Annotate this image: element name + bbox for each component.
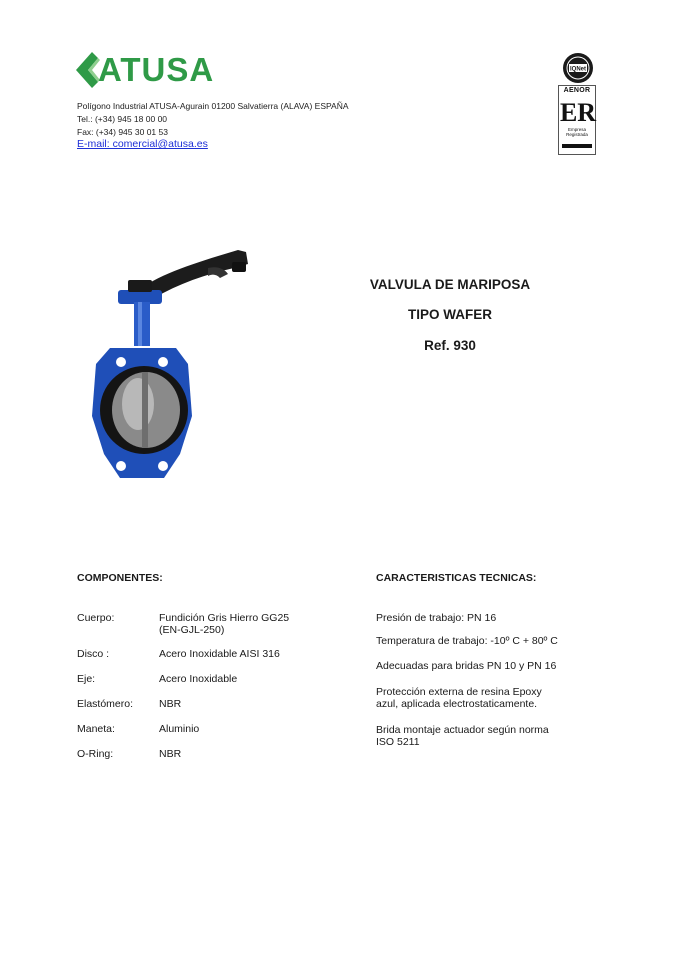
tech-item: Protección externa de resina Epoxy [376, 686, 542, 698]
component-label: Elastómero: [77, 698, 134, 710]
component-value: Acero Inoxidable AISI 316 [159, 648, 280, 660]
product-type: TIPO WAFER [408, 307, 492, 322]
aenor-sub [559, 127, 595, 137]
iqnet-label: IQNet [569, 66, 587, 73]
componentes-heading: COMPONENTES: [77, 572, 163, 584]
email-link[interactable]: E-mail: comercial@atusa.es [77, 138, 208, 150]
aenor-mark: ER [559, 98, 597, 127]
tech-item-line2: ISO 5211 [376, 736, 420, 748]
aenor-sub-line1: Empresa [567, 127, 586, 132]
iqnet-seal-icon [560, 52, 596, 84]
component-label: Disco : [77, 648, 110, 660]
aenor-sub-line2: Registrada [566, 132, 588, 137]
component-label: Cuerpo: [77, 612, 115, 624]
fax-line: Fax: (+34) 945 30 01 53 [77, 127, 168, 137]
component-label: Maneta: [77, 723, 115, 735]
component-label: O-Ring: [77, 748, 114, 760]
component-value: NBR [159, 748, 182, 760]
tech-item: Temperatura de trabajo: -10º C + 80º C [376, 635, 558, 647]
component-value: NBR [159, 698, 182, 710]
aenor-label: AENOR [563, 87, 591, 94]
component-value: Acero Inoxidable [159, 673, 238, 685]
product-title: VALVULA DE MARIPOSA [369, 277, 531, 292]
component-label: Eje: [77, 673, 96, 685]
aenor-bar [562, 144, 592, 148]
component-value: Aluminio [159, 723, 200, 735]
product-ref: Ref. 930 [424, 338, 476, 353]
tech-item-line2: azul, aplicada electrostaticamente. [376, 698, 538, 710]
component-row [77, 612, 337, 640]
butterfly-valve-image [88, 244, 256, 484]
tech-item: Presión de trabajo: PN 16 [376, 612, 497, 624]
tel-line: Tel.: (+34) 945 18 00 00 [77, 114, 168, 124]
caracteristicas-heading: CARACTERISTICAS TECNICAS: [376, 572, 537, 584]
tech-item: Adecuadas para bridas PN 10 y PN 16 [376, 660, 557, 672]
component-value: Fundición Gris Hierro GG25 [159, 612, 290, 624]
component-value-line2: (EN-GJL-250) [159, 624, 225, 636]
address-line: Polígono Industrial ATUSA-Agurain 01200 Salvatierra (ALAVA) ESPAÑA [77, 101, 349, 111]
logo-text: ATUSA [98, 51, 215, 88]
tech-item: Brida montaje actuador según norma [376, 724, 549, 736]
aenor-certificate [558, 85, 596, 155]
aenor-er-icon [559, 96, 597, 127]
